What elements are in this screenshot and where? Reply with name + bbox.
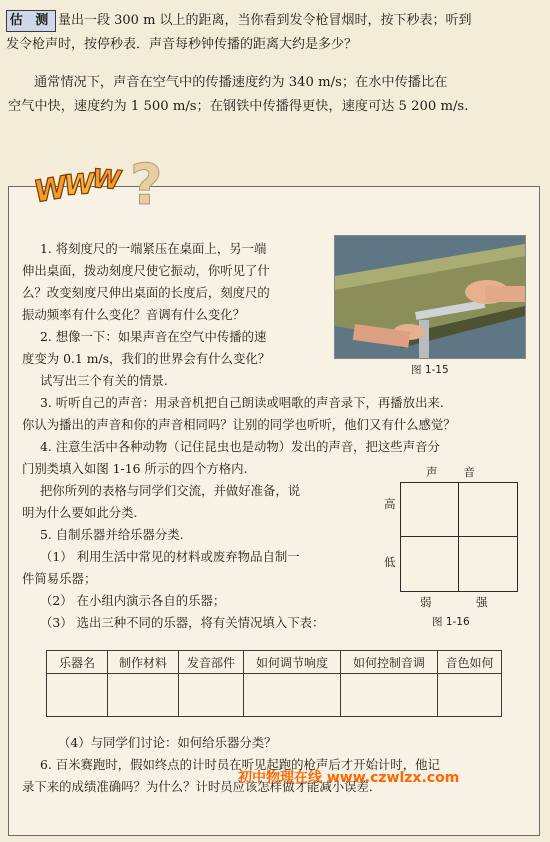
fig16-strong-label: 强 [476,595,488,609]
item-5-4: （4）与同学们讨论：如何给乐器分类？ [58,735,277,750]
item-6-line: 6. 百米赛跑时，假如终点的计时员在听见起跑的枪声后才开始计时，他记 [40,757,440,772]
item-1-line: 1. 将刻度尺的一端紧压在桌面上，另一端 [40,241,267,256]
table-cell[interactable] [438,674,502,717]
item-4-line: 4. 注意生活中各种动物（记住昆虫也是动物）发出的声音，把这些声音分 [40,439,440,454]
table-cell[interactable] [47,674,108,717]
estimate-line: 发令枪声时，按停秒表．声音每秒钟传播的距离大约是多少？ [6,37,358,52]
fig16-grid [400,482,518,592]
question-mark: ? [130,153,163,214]
www-banner-icon [30,150,180,214]
item-5-line: 件简易乐器； [22,571,97,586]
item-1-line: 振动频率有什么变化？音调有什么变化？ [22,307,246,322]
item-5-line: （2） 在小组内演示各自的乐器； [40,593,226,608]
table-header: 发音部件 [179,651,244,674]
table-header-row [47,651,502,674]
item-5-line: （3） 选出三种不同的乐器，将有关情况填入下表： [40,615,325,630]
estimate-tag: 估 测 [6,10,56,32]
site-watermark: 初中物理在线 www.czwlzx.com [238,770,460,786]
item-2-line: 试写出三个有关的情景. [40,373,168,388]
table-cell[interactable] [108,674,179,717]
figure-1-16-caption: 图 1-16 [432,616,470,628]
item-2-line: 度变为 0.1 m/s，我们的世界会有什么变化？ [22,351,271,366]
item-1 [22,238,330,326]
fig16-weak-label: 弱 [420,595,432,609]
fig16-low-label: 低 [384,555,396,569]
table-cell[interactable] [341,674,438,717]
item-2 [22,326,340,392]
table-cell[interactable] [244,674,341,717]
item-5-line: （1） 利用生活中常见的材料或废弃物品自制一 [40,549,300,564]
svg-text:W: W [90,164,122,197]
table-row [47,674,502,717]
item-3-line: 你认为播出的声音和你的声音相同吗？让别的同学也听听，他们又有什么感觉？ [22,417,456,432]
item-3-line: 3. 听听自己的声音：用录音机把自己朗读或唱歌的声音录下，再播放出来. [40,395,444,410]
table-header: 制作材料 [108,651,179,674]
item-1-line: 么？改变刻度尺伸出桌面的长度后，刻度尺的 [22,285,270,300]
figure-1-15-photo [334,235,526,359]
table-header: 乐器名 [47,651,108,674]
table-cell[interactable] [179,674,244,717]
table-header: 如何调节响度 [244,651,341,674]
svg-text:W: W [31,169,70,211]
svg-text:W: W [62,166,96,202]
item-5 [22,524,370,634]
item-2-line: 2. 想像一下：如果声音在空气中传播的速 [40,329,267,344]
fig16-high-label: 高 [384,497,396,511]
item-5-line: 5. 自制乐器并给乐器分类. [40,527,184,542]
item-4b-line: 把你所列的表格与同学们交流，并做好准备，说 [40,483,301,498]
item-4-continued [22,480,380,524]
intro-line: 通常情况下，声音在空气中的传播速度约为 340 m/s；在水中传播比在 [34,75,448,90]
estimate-line: 量出一段 300 m 以上的距离，当你看到发令枪冒烟时，按下秒表；听到 [58,13,472,28]
item-1-line: 伸出桌面，拨动刻度尺使它振动，你听见了什 [22,263,270,278]
intro-paragraph [8,71,542,119]
item-4b-line: 明为什么要如此分类. [22,505,138,520]
item-6-line: 录下来的成绩准确吗？为什么？计时员应该怎样做才能减小误差． [22,779,382,794]
intro-line: 空气中快，速度约为 1 500 m/s；在钢铁中传播得更快，速度可达 5 200 m/s. [8,99,469,114]
table-header: 音色如何 [438,651,502,674]
item-3 [22,392,540,436]
instrument-table [46,650,502,717]
figure-1-15-caption: 图 1-15 [411,364,449,376]
fig16-top-label: 声 音 [426,465,476,479]
item-4-line: 门别类填入如图 1-16 所示的四个方格内. [22,461,248,476]
table-header: 如何控制音调 [341,651,438,674]
